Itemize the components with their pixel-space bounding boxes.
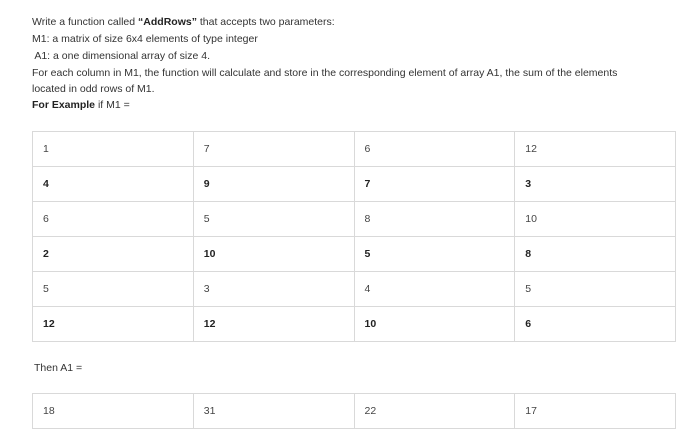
array-cell: 22 — [354, 394, 515, 429]
matrix-cell: 10 — [354, 307, 515, 342]
intro-line — [32, 15, 335, 29]
matrix-cell: 5 — [33, 272, 194, 307]
matrix-cell: 7 — [354, 167, 515, 202]
example-text: if M1 = — [95, 99, 130, 111]
matrix-cell: 1 — [33, 132, 194, 167]
matrix-cell: 4 — [354, 272, 515, 307]
matrix-cell: 6 — [515, 307, 676, 342]
matrix-row — [33, 132, 676, 167]
param-a1: A1: a one dimensional array of size 4. — [32, 50, 211, 62]
matrix-cell: 12 — [33, 307, 194, 342]
intro-text: Write a function called — [32, 16, 139, 28]
matrix-cell: 12 — [515, 132, 676, 167]
param-m1: M1: a matrix of size 6x4 elements of type integer — [32, 33, 258, 45]
matrix-cell: 10 — [515, 202, 676, 237]
array-cell: 17 — [515, 394, 676, 429]
matrix-cell: 9 — [193, 167, 354, 202]
matrix-cell: 3 — [515, 167, 676, 202]
matrix-m1-table — [32, 131, 676, 342]
array-cell: 18 — [33, 394, 194, 429]
matrix-cell: 6 — [354, 132, 515, 167]
matrix-cell: 8 — [515, 237, 676, 272]
description-line-1: For each column in M1, the function will calculate and store in the corresponding element of array A1, the sum of the elements — [32, 67, 618, 79]
matrix-cell: 5 — [354, 237, 515, 272]
matrix-row — [33, 237, 676, 272]
matrix-cell: 8 — [354, 202, 515, 237]
matrix-cell: 5 — [515, 272, 676, 307]
matrix-cell: 7 — [193, 132, 354, 167]
array-row — [33, 394, 676, 429]
result-label: Then A1 = — [34, 362, 83, 374]
example-line — [32, 98, 130, 112]
matrix-row — [33, 272, 676, 307]
matrix-row — [33, 307, 676, 342]
matrix-cell: 6 — [33, 202, 194, 237]
intro-suffix: that accepts two parameters: — [196, 16, 335, 28]
matrix-row — [33, 202, 676, 237]
matrix-row — [33, 167, 676, 202]
matrix-cell: 2 — [33, 237, 194, 272]
matrix-cell: 3 — [193, 272, 354, 307]
matrix-cell: 12 — [193, 307, 354, 342]
matrix-cell: 4 — [33, 167, 194, 202]
array-cell: 31 — [193, 394, 354, 429]
matrix-cell: 5 — [193, 202, 354, 237]
example-label: For Example — [32, 99, 96, 111]
description-line-2: located in odd rows of M1. — [32, 83, 155, 95]
function-name: “AddRows” — [138, 16, 197, 28]
array-a1-table — [32, 393, 676, 429]
matrix-cell: 10 — [193, 237, 354, 272]
